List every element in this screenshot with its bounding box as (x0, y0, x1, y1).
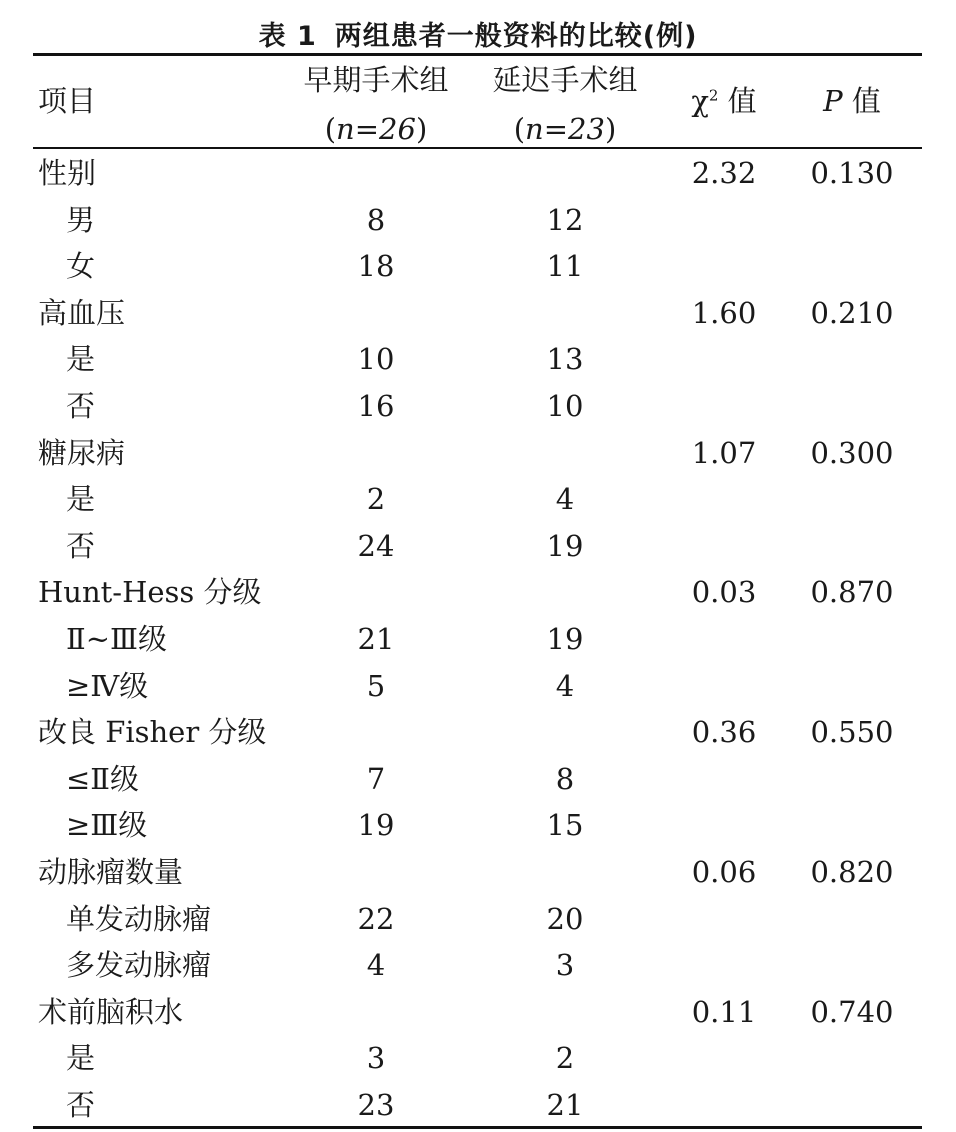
group1-count: 23 (357, 1087, 395, 1122)
group1-count: 16 (357, 388, 395, 423)
table-category-row (0, 849, 956, 896)
table-caption: 两组患者一般资料的比较(例) (334, 21, 698, 52)
table-category-row (0, 430, 956, 477)
row-label: 是 (66, 1041, 96, 1076)
group1-count: 24 (357, 528, 395, 563)
group2-n-value: n=23 (525, 112, 605, 146)
row-label: Hunt-Hess 分级 (38, 575, 262, 610)
group2-count: 2 (555, 1041, 575, 1076)
table-category-row (0, 150, 956, 197)
chi-suffix: 值 (718, 84, 757, 118)
table-subrow (0, 243, 956, 290)
group2-count: 10 (546, 388, 584, 423)
table-subrow (0, 616, 956, 663)
row-label: 否 (66, 388, 96, 423)
table-subrow (0, 663, 956, 710)
header-group2-name: 延迟手术组 (492, 63, 638, 97)
table-title (0, 14, 956, 53)
group2-count: 15 (546, 808, 584, 843)
chi-square-value: 0.03 (691, 575, 757, 610)
group2-count: 12 (546, 202, 584, 237)
table-category-row (0, 709, 956, 756)
table-category-row (0, 290, 956, 337)
row-label: 否 (66, 528, 96, 563)
row-label: 术前脑积水 (38, 994, 184, 1029)
group1-count: 22 (357, 901, 395, 936)
group1-count: 21 (357, 621, 395, 656)
header-item: 项目 (38, 84, 97, 118)
group1-count: 7 (366, 761, 386, 796)
row-label: Ⅱ~Ⅲ级 (66, 621, 167, 656)
row-label: ≥Ⅳ级 (66, 668, 149, 703)
row-label: 动脉瘤数量 (38, 854, 184, 889)
p-suffix: 值 (842, 84, 881, 118)
p-symbol: P (823, 84, 843, 118)
p-value: 0.740 (810, 994, 894, 1029)
group1-count: 3 (366, 1041, 386, 1076)
group2-count: 11 (546, 249, 584, 284)
p-value: 0.870 (810, 575, 894, 610)
group2-count: 19 (546, 621, 584, 656)
row-label: 是 (66, 482, 96, 517)
group2-count: 4 (555, 668, 575, 703)
chi-symbol: χ (691, 84, 709, 118)
table-subrow (0, 476, 956, 523)
row-label: 否 (66, 1087, 96, 1122)
row-label: ≥Ⅲ级 (66, 808, 148, 843)
row-label: 多发动脉瘤 (66, 948, 212, 983)
p-value: 0.550 (810, 715, 894, 750)
chi-superscript: 2 (708, 86, 719, 105)
group1-n-value: n=26 (336, 112, 416, 146)
table-subrow (0, 942, 956, 989)
table-category-row (0, 989, 956, 1036)
table-subrow (0, 523, 956, 570)
row-label: ≤Ⅱ级 (66, 761, 140, 796)
group1-count: 19 (357, 808, 395, 843)
chi-square-value: 1.07 (691, 435, 757, 470)
header-chi-square (691, 84, 757, 118)
p-value: 0.300 (810, 435, 894, 470)
row-label: 糖尿病 (38, 435, 126, 470)
chi-square-value: 0.06 (691, 854, 757, 889)
row-label: 男 (66, 202, 96, 237)
table-subrow (0, 802, 956, 849)
row-label: 高血压 (38, 295, 126, 330)
table-subrow (0, 896, 956, 943)
header-p-value (823, 84, 881, 118)
group1-count: 2 (366, 482, 386, 517)
table-body (0, 150, 956, 1128)
table-subrow (0, 336, 956, 383)
row-label: 女 (66, 249, 96, 284)
table-number: 表 1 (258, 21, 317, 52)
table-category-row (0, 569, 956, 616)
group1-count: 4 (366, 948, 386, 983)
chi-square-value: 2.32 (691, 156, 757, 190)
group1-count: 5 (366, 668, 386, 703)
table-subrow (0, 1082, 956, 1129)
row-label: 性别 (38, 156, 97, 190)
top-rule (33, 53, 922, 56)
table-subrow (0, 383, 956, 430)
p-value: 0.210 (810, 295, 894, 330)
table-subrow (0, 197, 956, 244)
p-value: 0.820 (810, 854, 894, 889)
row-label: 改良 Fisher 分级 (38, 715, 267, 750)
table-subrow (0, 1035, 956, 1082)
group2-count: 8 (555, 761, 575, 796)
group2-count: 3 (555, 948, 575, 983)
chi-square-value: 0.11 (691, 994, 757, 1029)
header-rule (33, 147, 922, 149)
table-subrow (0, 756, 956, 803)
chi-square-value: 1.60 (691, 295, 757, 330)
p-value: 0.130 (810, 156, 894, 190)
group2-count: 21 (546, 1087, 584, 1122)
group1-count: 18 (357, 249, 395, 284)
group2-count: 4 (555, 482, 575, 517)
header-group1-n: (n=26) (324, 112, 428, 146)
group2-count: 19 (546, 528, 584, 563)
row-label: 单发动脉瘤 (66, 901, 212, 936)
row-label: 是 (66, 342, 96, 377)
header-group1-name: 早期手术组 (303, 63, 449, 97)
chi-square-value: 0.36 (691, 715, 757, 750)
group1-count: 8 (366, 202, 386, 237)
group2-count: 20 (546, 901, 584, 936)
group2-count: 13 (546, 342, 584, 377)
group1-count: 10 (357, 342, 395, 377)
header-group2-n: (n=23) (513, 112, 617, 146)
